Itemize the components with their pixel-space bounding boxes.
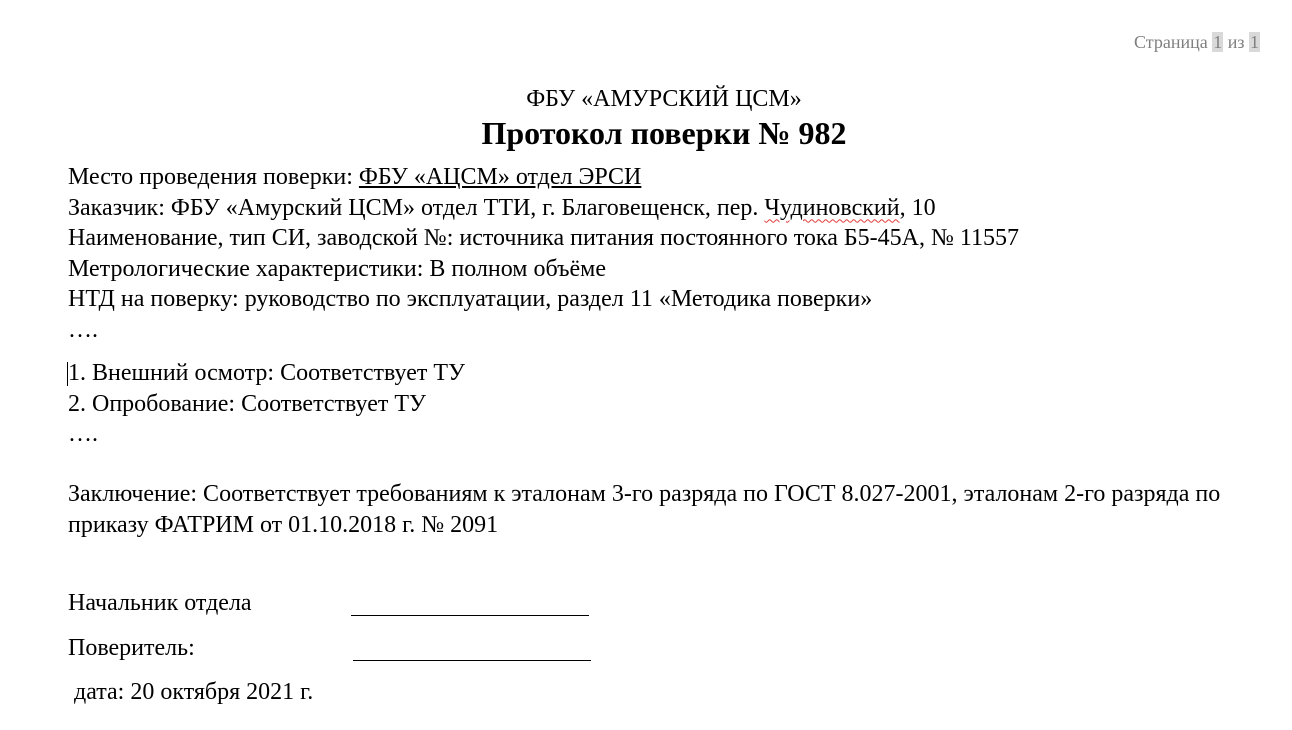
page-total: 1	[1250, 32, 1259, 52]
check-item: 1. Внешний осмотр: Соответствует ТУ	[68, 360, 466, 386]
instrument-line: Наименование, тип СИ, заводской №: источника питания постоянного тока Б5-45А, № 11557	[68, 225, 1019, 251]
page-counter	[1134, 32, 1260, 53]
organization-name: ФБУ «АМУРСКИЙ ЦСМ»	[526, 86, 802, 112]
head-signature-label: Начальник отдела	[68, 590, 252, 616]
ntd-line: НТД на поверку: руководство по эксплуатации, раздел 11 «Методика поверки»	[68, 286, 873, 312]
protocol-fields	[68, 162, 1248, 345]
place-value: ФБУ «АЦСМ» отдел ЭРСИ	[358, 164, 642, 190]
protocol-date: дата: 20 октября 2021 г.	[74, 679, 314, 705]
page-sep: из	[1227, 32, 1245, 52]
head-signature-line	[351, 615, 589, 616]
place-label: Место проведения поверки:	[68, 164, 359, 190]
customer-street: Чудиновский	[764, 194, 900, 221]
text-cursor	[67, 362, 68, 386]
metrology-line: Метрологические характеристики: В полном объёме	[68, 255, 607, 282]
check-item: 2. Опробование: Соответствует ТУ	[68, 390, 426, 417]
verifier-signature-label: Поверитель:	[68, 635, 195, 661]
ellipsis-line: ….	[68, 421, 98, 447]
check-results	[68, 358, 465, 450]
document-title: Протокол поверки № 982	[481, 115, 847, 151]
customer-line	[68, 193, 1248, 224]
customer-suffix: , 10	[899, 194, 936, 221]
customer-prefix: Заказчик: ФБУ «Амурский ЦСМ» отдел ТТИ, г. Благовещенск, пер.	[68, 194, 765, 221]
place-line	[68, 162, 1248, 193]
page-current: 1	[1213, 32, 1223, 52]
conclusion-paragraph: Заключение: Соответствует требованиям к эталонам 3-го разряда по ГОСТ 8.027-2001, эталонам 2-го разряда по приказу ФАТРИМ от 01.10.2018 г. № 2091	[68, 481, 1221, 538]
page-label: Страница	[1134, 32, 1208, 52]
ellipsis-line: ….	[68, 316, 98, 343]
verifier-signature-line	[353, 660, 591, 661]
